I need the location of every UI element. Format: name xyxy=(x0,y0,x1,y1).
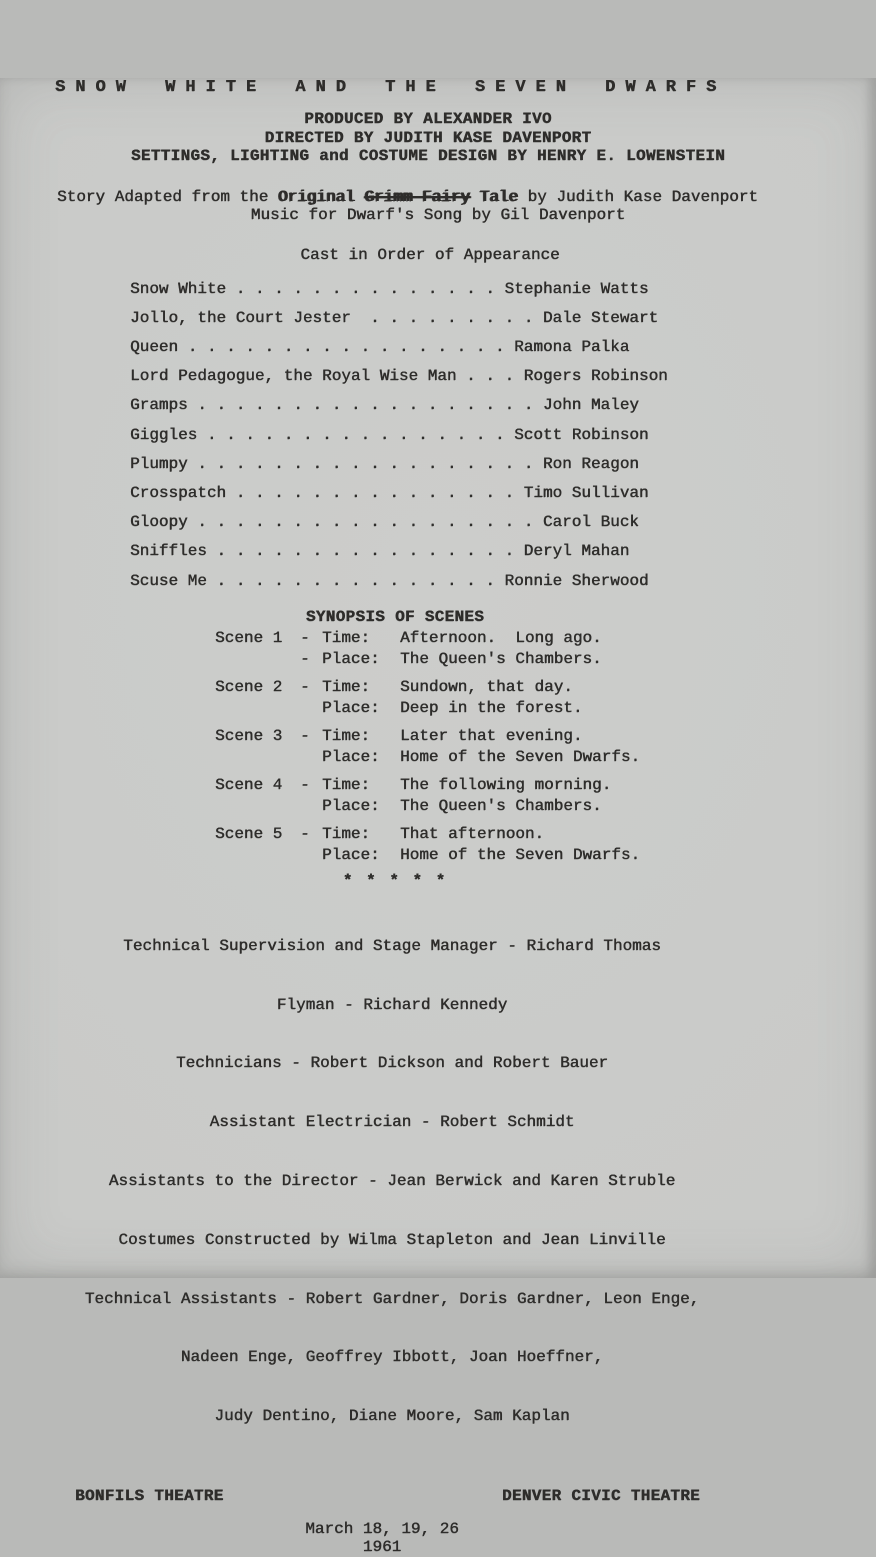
scene-time: Afternoon. Long ago. xyxy=(400,628,602,647)
cast-actor: Timo Sullivan xyxy=(523,483,649,502)
cast-row xyxy=(130,450,876,479)
venues-row xyxy=(0,1487,876,1505)
dot-leader: . . . xyxy=(456,367,524,386)
overstruck-text: Original xyxy=(277,187,365,206)
scene-place: Deep in the forest. xyxy=(400,698,583,717)
performance-dates xyxy=(0,1520,820,1557)
cast-heading: Cast in Order of Appearance xyxy=(300,245,560,264)
cast-role: Snow White xyxy=(130,279,227,298)
cast-row xyxy=(130,537,876,566)
credit-line: Judy Dentino, Diane Moore, Sam Kaplan xyxy=(214,1407,570,1426)
credit-line: Costumes Constructed by Wilma Stapleton and Jean Linville xyxy=(118,1230,666,1249)
dot-leader: . . . . . . . . . . . . . . . . . xyxy=(178,337,515,356)
place-label: Place: xyxy=(322,649,380,668)
cast-row xyxy=(130,333,876,362)
cast-role: Lord Pedagogue, the Royal Wise Man xyxy=(130,367,457,386)
dot-leader: . . . . . . . . . . . . . . . . . . xyxy=(187,454,543,473)
dot-leader: . . . . . . . . . . . . . . . . xyxy=(206,542,524,561)
time-label: Time: xyxy=(322,726,371,745)
cast-list xyxy=(130,275,876,596)
adaptation-suffix: by Judith Kase Davenport xyxy=(517,187,758,206)
cast-row xyxy=(130,479,876,508)
credit-line: Nadeen Enge, Geoffrey Ibbott, Joan Hoeffner, xyxy=(180,1348,604,1367)
time-label: Time: xyxy=(322,775,371,794)
scene-name: Scene 5 xyxy=(215,824,283,843)
place-label: Place: xyxy=(322,747,380,766)
scene-name: Scene 1 xyxy=(215,628,283,647)
dot-leader: . . . . . . . . . . . . . . xyxy=(226,279,505,298)
cast-actor: Ramona Palka xyxy=(514,337,630,356)
scene-block xyxy=(215,775,876,817)
adaptation-line xyxy=(0,188,876,206)
scene-place: The Queen's Chambers. xyxy=(400,649,602,668)
scene-place: Home of the Seven Dwarfs. xyxy=(400,845,641,864)
cast-actor: John Maley xyxy=(542,396,639,415)
cast-actor: Scott Robinson xyxy=(514,425,649,444)
cast-role: Scuse Me xyxy=(130,571,207,590)
scene-block xyxy=(215,726,876,768)
time-label: Time: xyxy=(322,824,371,843)
dot-leader: . . . . . . . . . . . . . . . xyxy=(226,483,524,502)
synopsis-scenes xyxy=(215,628,876,866)
cast-row xyxy=(130,275,876,304)
scene-block xyxy=(215,677,876,719)
time-label: Time: xyxy=(322,677,371,696)
produced-by-line: PRODUCED BY ALEXANDER IVO xyxy=(304,110,552,128)
music-credit-line: Music for Dwarf's Song by Gil Davenport xyxy=(250,205,626,224)
scene-place: The Queen's Chambers. xyxy=(400,796,602,815)
cast-row xyxy=(130,421,876,450)
credit-line: Technical Supervision and Stage Manager - Richard Thomas xyxy=(123,936,661,955)
scene-time: That afternoon. xyxy=(400,824,545,843)
asterisk-divider: * * * * * xyxy=(342,871,448,890)
cast-role: Gloopy xyxy=(130,513,188,532)
dot-leader: . . . . . . . . . . . . . . . xyxy=(206,571,505,590)
credit-line: Assistant Electrician - Robert Schmidt xyxy=(209,1113,575,1132)
scene-dash: - xyxy=(300,628,310,647)
dot-leader: . . . . . . . . . xyxy=(350,308,543,327)
design-credit-line: SETTINGS, LIGHTING and COSTUME DESIGN BY HENRY E. LOWENSTEIN xyxy=(130,147,726,165)
directed-by-line: DIRECTED BY JUDITH KASE DAVENPORT xyxy=(264,128,592,147)
place-label: Place: xyxy=(322,796,380,815)
cast-role: Crosspatch xyxy=(130,483,227,502)
scene-dash: - xyxy=(300,726,310,745)
venue-right: DENVER CIVIC THEATRE xyxy=(501,1486,700,1505)
dates-line: March 18, 19, 26 xyxy=(305,1519,459,1538)
year-line: 1961 xyxy=(362,1538,402,1557)
cast-row xyxy=(130,362,876,391)
credit-line: Flyman - Richard Kennedy xyxy=(276,995,508,1014)
scene-name-spacer xyxy=(215,747,300,768)
cast-role: Plumpy xyxy=(130,454,188,473)
synopsis-heading: SYNOPSIS OF SCENES xyxy=(305,607,485,626)
cast-actor: Deryl Mahan xyxy=(523,542,630,561)
cast-role: Queen xyxy=(130,337,179,356)
production-header xyxy=(0,110,866,166)
struck-out-text: Grimm Fairy xyxy=(364,187,470,206)
scene-name-spacer xyxy=(215,796,300,817)
cast-actor: Carol Buck xyxy=(542,513,639,532)
program-page xyxy=(0,78,876,1557)
dot-leader: . . . . . . . . . . . . . . . . . . xyxy=(187,513,543,532)
credit-line: Assistants to the Director - Jean Berwick and Karen Struble xyxy=(108,1172,676,1191)
production-credits xyxy=(0,898,830,1466)
scene-name-spacer xyxy=(215,845,300,866)
scene-name: Scene 2 xyxy=(215,677,283,696)
scene-place: Home of the Seven Dwarfs. xyxy=(400,747,641,766)
scene-dash: - xyxy=(300,824,310,843)
show-title: SNOW WHITE AND THE SEVEN DWARFS xyxy=(55,78,727,97)
scene-name: Scene 4 xyxy=(215,775,283,794)
scene-block xyxy=(215,824,876,866)
cast-actor: Ronnie Sherwood xyxy=(504,571,649,590)
scene-name: Scene 3 xyxy=(215,726,283,745)
scene-dash xyxy=(300,845,322,866)
scene-name-spacer xyxy=(215,698,300,719)
cast-role: Gramps xyxy=(130,396,188,415)
scene-time: Sundown, that day. xyxy=(400,677,573,696)
cast-row xyxy=(130,391,876,420)
scene-time: The following morning. xyxy=(400,775,612,794)
cast-row xyxy=(130,304,876,333)
cast-row xyxy=(130,567,876,596)
venue-left: BONFILS THEATRE xyxy=(75,1486,224,1505)
overstruck-text: Tale xyxy=(469,187,518,206)
adaptation-prefix: Story Adapted from the xyxy=(57,187,278,206)
cast-role: Jollo, the Court Jester xyxy=(130,308,351,327)
scene-dash xyxy=(300,747,322,768)
cast-actor: Rogers Robinson xyxy=(523,367,668,386)
place-label: Place: xyxy=(322,845,380,864)
scene-dash: - xyxy=(300,775,310,794)
scene-time: Later that evening. xyxy=(400,726,583,745)
dot-leader: . . . . . . . . . . . . . . . . . . xyxy=(187,396,543,415)
cast-actor: Stephanie Watts xyxy=(504,279,649,298)
place-label: Place: xyxy=(322,698,380,717)
scene-dash: - xyxy=(300,649,310,668)
cast-actor: Ron Reagon xyxy=(542,454,639,473)
cast-role: Sniffles xyxy=(130,542,207,561)
scene-name-spacer xyxy=(215,649,300,670)
scene-dash xyxy=(300,698,322,719)
credit-line: Technical Assistants - Robert Gardner, Doris Gardner, Leon Enge, xyxy=(84,1289,700,1308)
cast-row xyxy=(130,508,876,537)
scene-dash: - xyxy=(300,677,310,696)
cast-actor: Dale Stewart xyxy=(542,308,659,327)
cast-role: Giggles xyxy=(130,425,198,444)
scene-block xyxy=(215,628,876,670)
dot-leader: . . . . . . . . . . . . . . . . xyxy=(197,425,515,444)
scene-dash xyxy=(300,796,322,817)
time-label: Time: xyxy=(322,628,371,647)
credit-line: Technicians - Robert Dickson and Robert Bauer xyxy=(175,1054,609,1073)
